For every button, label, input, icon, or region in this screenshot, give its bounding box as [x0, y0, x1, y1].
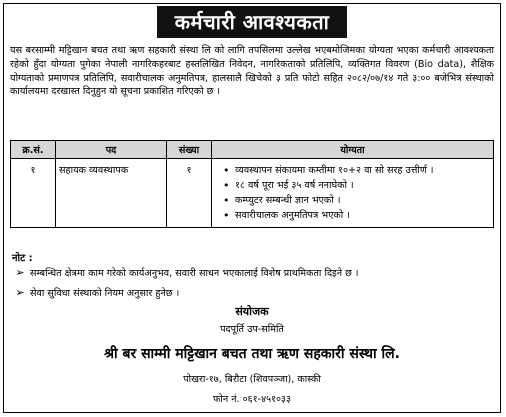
header-post: पद [56, 141, 167, 159]
note-label: नोट : [12, 253, 33, 264]
note-text: सम्बन्धित क्षेत्रमा काम गरेको कार्यअनुभव, सवारी साधन भएकालाई विशेष प्राथमिकता दिइने छ । [30, 268, 359, 279]
header-count: संख्या [167, 141, 212, 159]
cell-count: १ [167, 159, 212, 228]
arrow-bullet-icon: ➢ [15, 266, 25, 279]
signatory-role: संयोजक [235, 305, 269, 318]
note-text: सेवा सुविधा संस्थाको नियम अनुसार हुनेछ । [30, 288, 180, 299]
table-header-row [11, 141, 494, 159]
bullet-icon: • [223, 194, 230, 207]
notice-title: कर्मचारी आवश्यकता [157, 6, 348, 38]
vacancy-table [10, 140, 494, 228]
bullet-icon: • [223, 209, 230, 222]
cell-sn: १ [11, 159, 56, 228]
title-banner [4, 6, 500, 38]
list-item [223, 208, 490, 223]
qualification-text: १८ वर्ष पूरा भई ३५ वर्ष ननाघेको । [235, 180, 354, 191]
arrow-bullet-icon: ➢ [15, 286, 25, 299]
bullet-icon: • [223, 179, 230, 192]
intro-paragraph: यस बरसाम्मी मट्टिखान बचत तथा ऋण सहकारी संस्था लि को लागि तपसिलमा उल्लेख भएबमोजिमका योग्यता भएका कर्मचारी आवश्यकता रहेको हुँदा योग्यता पुगेका नेपाली नागरिकहरबाट हस्तलिखित निवेदन, नागरिकताको प्रतिलिपि, व्यक्तिगत विवरण (Bio data), शैक्षिक योग्यताको प्रमाणपत्र प्रतिलिपि, सवारीचालक अनुमतिपत्र, हालसालै खिचेको ३ प्रति फोटो सहित २०८२/०७/१४ गते ३:०० बजेभित्र संस्थाको कार्यालयमा दरखास्त दिनुहुन यो सूचना प्रकाशित गरिएको छ । [10, 45, 494, 98]
qualification-text: व्यवस्थापन संकायमा कम्तीमा १०+२ वा सो सरह उत्तीर्ण । [235, 165, 434, 176]
header-sn: क्र.सं. [11, 141, 56, 159]
notice-document [3, 3, 501, 413]
qualification-text: कम्प्युटर सम्बन्धी ज्ञान भएको । [235, 195, 341, 206]
organization-name: श्री बर साम्मी मट्टिखान बचत तथा ऋण सहकारी संस्था लि. [104, 346, 400, 362]
note-item [10, 286, 494, 299]
note-item [10, 266, 494, 279]
committee-name: पदपूर्ति उप-समिति [220, 324, 284, 335]
qualification-text: सवारीचालक अनुमतिपत्र भएको । [235, 210, 350, 221]
list-item [223, 178, 490, 193]
bullet-icon: • [223, 164, 230, 177]
list-item [223, 163, 490, 178]
organization-phone: फोन नं. ०६१-४५१०३३ [212, 394, 292, 405]
organization-address: पोखरा-१७, बिरौटा (शिवपञ्जा), कास्की [183, 374, 321, 385]
qualification-list [215, 163, 490, 223]
cell-qualifications [212, 159, 494, 228]
table-row [11, 159, 494, 228]
list-item [223, 193, 490, 208]
cell-post: सहायक व्यवस्थापक [56, 159, 167, 228]
header-qualification: योग्यता [212, 141, 494, 159]
